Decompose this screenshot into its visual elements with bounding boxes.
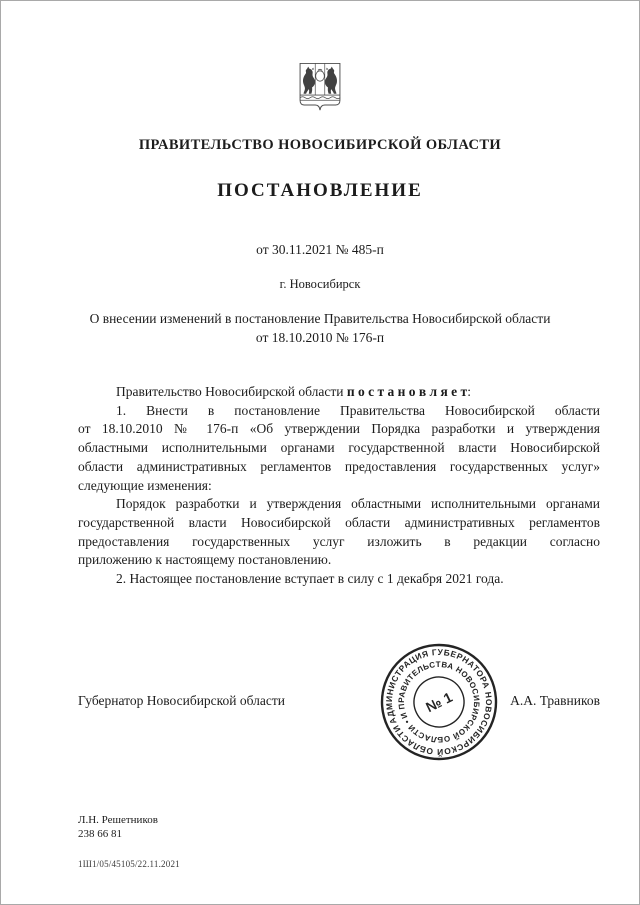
paragraph-3-line: предоставления государственных услуг изложить в редакции согласно <box>78 533 600 549</box>
city-line: г. Новосибирск <box>279 277 361 291</box>
official-round-stamp <box>378 641 500 763</box>
paragraph-1-bold-word: п о с т а н о в л я е т <box>346 384 468 399</box>
stamp-inner-ring-text: И ПРАВИТЕЛЬСТВА НОВОСИБИРСКОЙ ОБЛАСТИ • <box>396 659 482 744</box>
org-name: ПРАВИТЕЛЬСТВО НОВОСИБИРСКОЙ ОБЛАСТИ <box>138 137 502 153</box>
paragraph-4: 2. Настоящее постановление вступает в силу с 1 декабря 2021 года. <box>116 571 504 587</box>
subject-line-2: от 18.10.2010 № 176-п <box>255 330 385 345</box>
stamp-center-number: № 1 <box>423 688 455 715</box>
sable-right-icon <box>325 67 337 94</box>
novosibirsk-oblast-coat-of-arms-icon <box>294 58 346 120</box>
subject-block <box>0 309 640 347</box>
signature-block <box>0 641 640 771</box>
stamp-outer-ring-text: АДМИНИСТРАЦИЯ ГУБЕРНАТОРА НОВОСИБИРСКОЙ ОБЛАСТИ <box>383 646 495 757</box>
paragraph-2-line: следующие изменения: <box>78 477 212 493</box>
emblem-container <box>0 0 640 125</box>
executor-name: Л.Н. Решетников <box>78 814 158 826</box>
paragraph-2-line: от 18.10.2010 № 176-п «Об утверждении Порядка разработки и утверждения <box>78 421 600 437</box>
paragraph-3-line: государственной власти Новосибирской области административных регламентов <box>78 514 600 530</box>
executor-phone: 238 66 81 <box>78 828 122 840</box>
paragraph-2-line: областными исполнительными органами государственной власти Новосибирской <box>78 440 600 456</box>
paragraph-3-line: приложению к настоящему постановлению. <box>78 552 332 568</box>
signer-name: А.А. Травников <box>510 692 600 708</box>
paragraph-1-lead: Правительство Новосибирской области <box>116 384 347 399</box>
paragraph-2-line: 1. Внести в постановление Правительства Новосибирской области <box>116 402 600 418</box>
subject-line-1: О внесении изменений в постановление Правительства Новосибирской области <box>89 311 551 326</box>
signer-title: Губернатор Новосибирской области <box>78 692 286 708</box>
paragraph-1-tail: : <box>467 384 471 399</box>
sable-left-icon <box>303 67 315 94</box>
document-registration-code: 1Ш1/05/45105/22.11.2021 <box>78 859 180 869</box>
paragraph-1 <box>78 383 600 402</box>
date-number-line: от 30.11.2021 № 485-п <box>256 242 384 257</box>
paragraph-2-line: области административных регламентов предоставления государственных услуг» <box>78 458 600 474</box>
paragraph-3-line: Порядок разработки и утверждения областными исполнительными органами <box>116 496 600 512</box>
body-text <box>0 383 640 589</box>
executor-block <box>78 813 158 841</box>
document-type-title: ПОСТАНОВЛЕНИЕ <box>217 180 423 201</box>
